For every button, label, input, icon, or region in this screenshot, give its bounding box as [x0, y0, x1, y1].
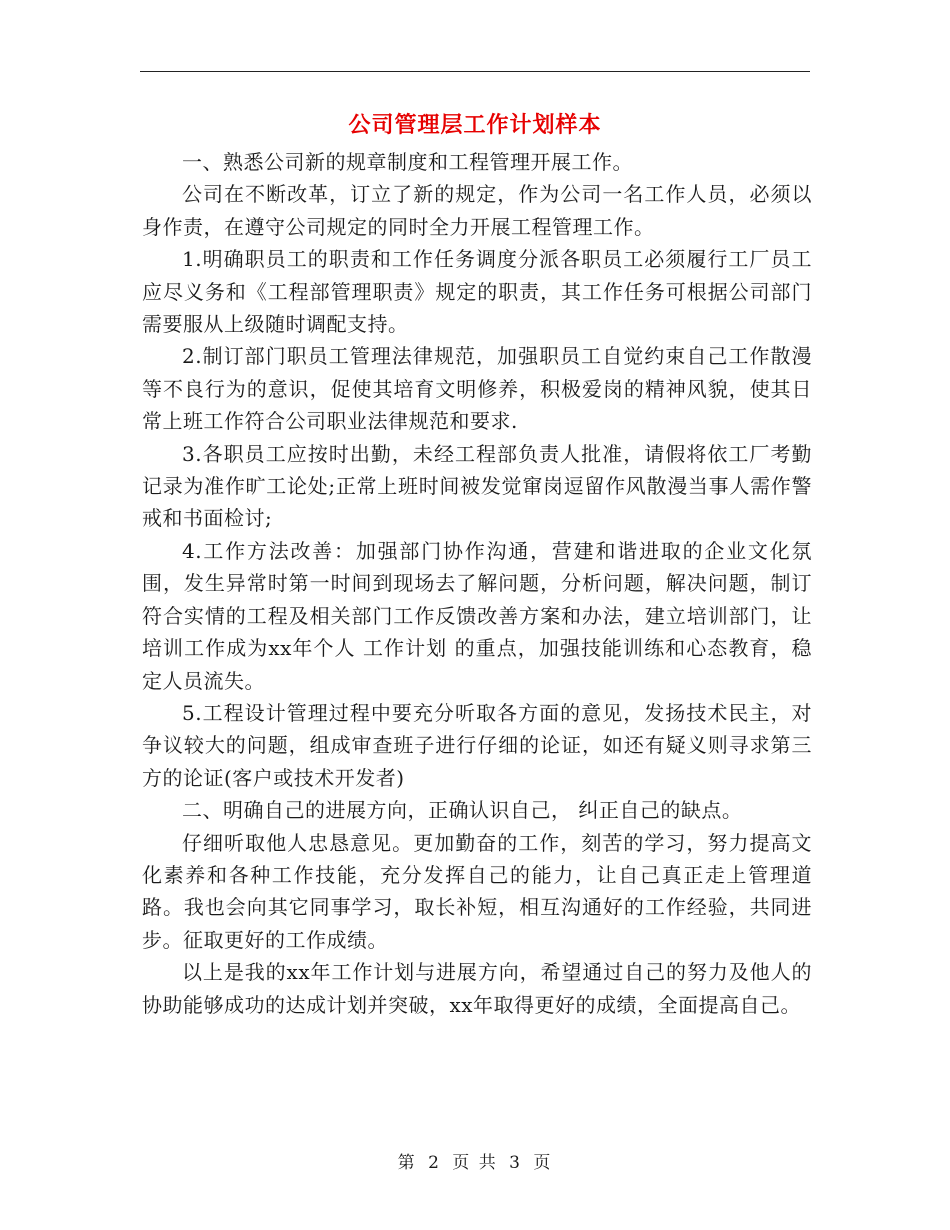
paragraph: 3.各职员工应按时出勤，未经工程部负责人批准，请假将依工厂考勤记录为准作旷工论处;正常上班时间被发觉窜岗逗留作风散漫当事人需作警戒和书面检讨;: [142, 441, 812, 531]
paragraph: 一、熟悉公司新的规章制度和工程管理开展工作。: [182, 150, 633, 174]
current-page-number: 2: [428, 1153, 441, 1173]
document-title: 公司管理层工作计划样本: [348, 112, 602, 138]
page-label-mid: 页 共: [452, 1153, 498, 1173]
paragraph: 2.制订部门职员工管理法律规范，加强职员工自觉约束自己工作散漫等不良行为的意识，促使其培育文明修养，积极爱岗的精神风貌，使其日常上班工作符合公司职业法律规范和要求.: [142, 344, 812, 434]
paragraph: 公司在不断改革，订立了新的规定，作为公司一名工作人员，必须以身作责，在遵守公司规定的同时全力开展工程管理工作。: [142, 182, 812, 239]
paragraph: 1.明确职员工的职责和工作任务调度分派各职员工必须履行工厂员工应尽义务和《工程部管理职责》规定的职责，其工作任务可根据公司部门需要服从上级随时调配支持。: [142, 247, 812, 337]
document-body: [142, 146, 812, 1021]
paragraph: 以上是我的xx年工作计划与进展方向，希望通过自己的努力及他人的协助能够成功的达成计划并突破，xx年取得更好的成绩，全面提高自己。: [142, 960, 812, 1017]
total-pages-number: 3: [509, 1153, 522, 1173]
paragraph: 二、明确自己的进展方向，正确认识自己， 纠正自己的缺点。: [182, 798, 743, 823]
page-footer: [0, 1152, 950, 1174]
paragraph: 5.工程设计管理过程中要充分听取各方面的意见，发扬技术民主，对争议较大的问题，组成审查班子进行仔细的论证，如还有疑义则寻求第三方的论证(客户或技术开发者): [142, 700, 812, 790]
page-label-prefix: 第: [397, 1153, 417, 1173]
header-rule: [140, 71, 810, 72]
paragraph: 4.工作方法改善：加强部门协作沟通，营建和谐进取的企业文化氛围，发生异常时第一时间到现场去了解问题，分析问题，解决问题，制订符合实情的工程及相关部门工作反馈改善方案和办法，建立培训部门，让培训工作成为xx年个人 工作计划 的重点，加强技能训练和心态教育，稳定人员流失。: [142, 538, 812, 693]
paragraph: 仔细听取他人忠恳意见。更加勤奋的工作，刻苦的学习，努力提高文化素养和各种工作技能，充分发挥自己的能力，让自己真正走上管理道路。我也会向其它同事学习，取长补短，相互沟通好的工作经验，共同进步。征取更好的工作成绩。: [142, 830, 812, 952]
page-label-suffix: 页: [533, 1153, 553, 1173]
